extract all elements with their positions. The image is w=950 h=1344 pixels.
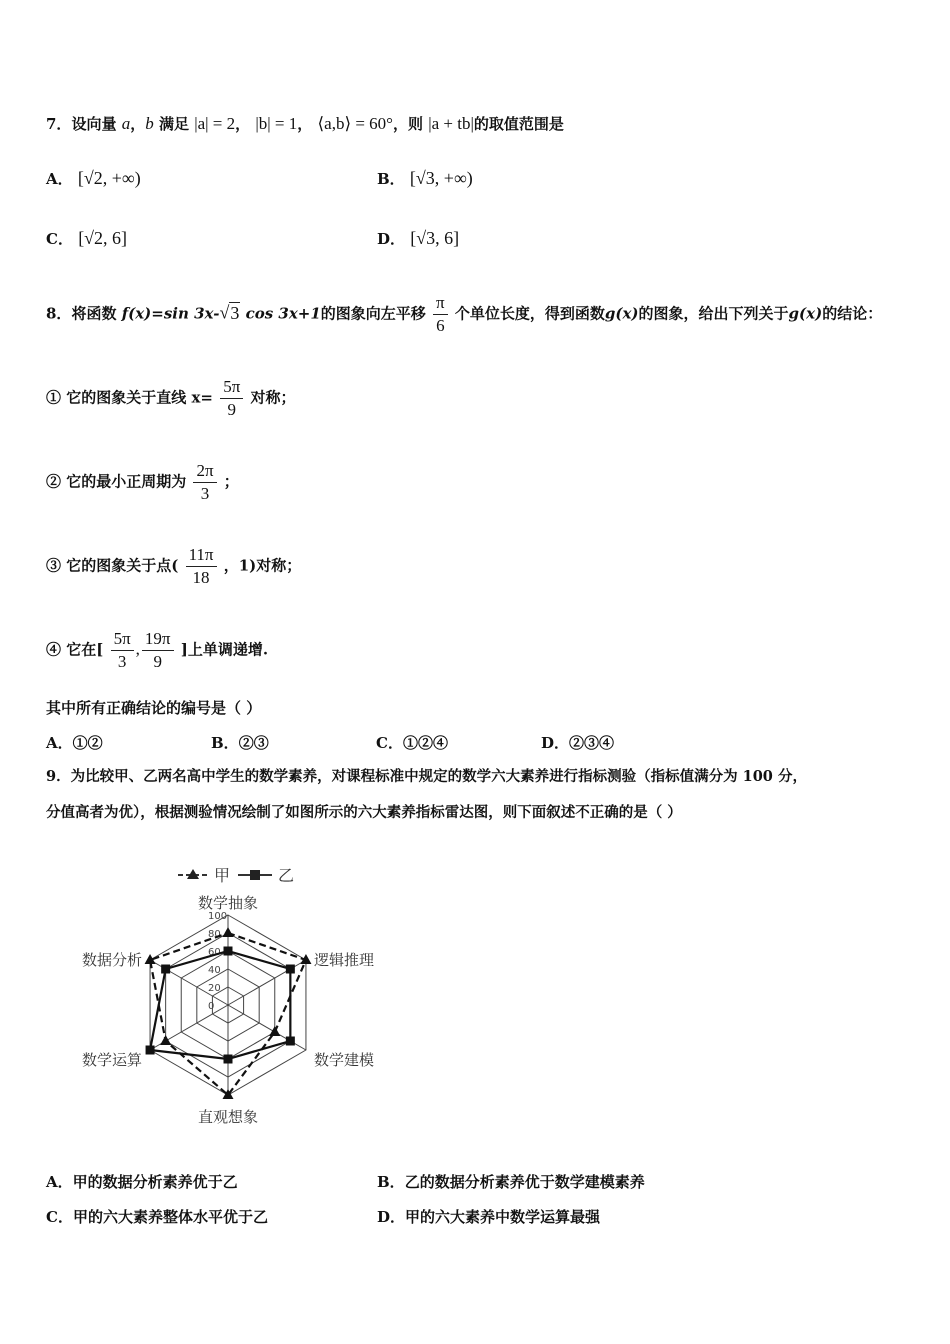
q8-statement-2: ② 它的最小正周期为 $\frac{2\pi}{3}$ ； <box>46 461 239 503</box>
legend-label-yi: 乙 <box>278 866 295 885</box>
series-0-point-0 <box>223 927 234 937</box>
q8-stem: 8．将函数 f(x)=sin 3x-√3 cos 3x+1的图象向左平移 $\frac{\pi}{6}$ 个单位长度，得到函数g(x)的图象，给出下列关于g(x)的结论： <box>46 293 883 335</box>
series-1-point-5 <box>161 965 170 974</box>
q8-option-b[interactable]: B．②③ <box>211 734 269 752</box>
radar-axis-label-4: 数学运算 <box>82 1051 143 1069</box>
q7-cond-a-norm: |a| = 2 <box>194 114 236 133</box>
radar-axis-label-5: 数据分析 <box>82 951 143 969</box>
q7-cond-b-norm: |b| = 1 <box>255 114 298 133</box>
radar-tick-80: 80 <box>208 929 221 940</box>
q7-number: 7． <box>46 115 72 133</box>
radar-axis-label-3: 直观想象 <box>197 1108 259 1126</box>
q8-function: f(x)=sin 3x- <box>121 304 220 323</box>
chart-legend <box>178 866 294 885</box>
q7-stem: 7．设向量 a，b 满足 |a| = 2， |b| = 1， ⟨a,b⟩ = 60°，则 |a + tb|的取值范围是 <box>46 114 564 133</box>
radar-axis-label-1: 逻辑推理 <box>313 951 374 969</box>
q8-shift-fraction: $\frac{\pi}{6}$ <box>433 292 448 337</box>
series-1-point-4 <box>146 1046 155 1055</box>
q8-statement-1: ① 它的图象关于直线 x= $\frac{5\pi}{9}$ 对称； <box>46 377 296 419</box>
q7-option-d[interactable]: D． [√3, 6] <box>377 228 460 248</box>
legend-marker-yi <box>250 870 260 880</box>
q9-stem-line-1: 9．为比较甲、乙两名高中学生的数学素养，对课程标准中规定的数学六大素养进行指标测验（指标值满分为 100 分， <box>46 768 807 785</box>
q8-statement-3: ③ 它的图象关于点( $\frac{11\pi}{18}$ ，1)对称； <box>46 545 302 587</box>
radar-tick-20: 20 <box>208 983 221 994</box>
q9-option-d[interactable]: D．甲的六大素养中数学运算最强 <box>377 1208 601 1226</box>
q7-option-b[interactable]: B． [√3, +∞) <box>377 168 473 188</box>
radar-tick-40: 40 <box>208 965 221 976</box>
q8-statement-4: ④ 它在[ $\frac{5\pi}{3}$ , $\frac{19\pi}{9}$ ]上单调递增. <box>46 629 269 671</box>
series-0-point-4 <box>160 1035 171 1045</box>
series-0-point-2 <box>269 1026 280 1036</box>
series-1-point-2 <box>286 1037 295 1046</box>
q9-option-a[interactable]: A．甲的数据分析素养优于乙 <box>46 1173 238 1191</box>
q7-option-a[interactable]: A． [√2, +∞) <box>46 168 141 188</box>
legend-label-jia: 甲 <box>214 866 231 885</box>
radar-tick-100: 100 <box>208 911 228 922</box>
q7-option-c[interactable]: C． [√2, 6] <box>46 228 128 248</box>
q8-option-a[interactable]: A．①② <box>46 734 103 752</box>
radar-grid <box>150 911 306 1095</box>
q8-option-c[interactable]: C．①②④ <box>376 734 448 752</box>
radar-axis-label-2: 数学建模 <box>313 1051 374 1069</box>
radar-axis-label-0: 数学抽象 <box>197 894 259 912</box>
radar-tick-0: 0 <box>208 1001 215 1012</box>
q8-number: 8． <box>46 304 72 323</box>
series-1-point-0 <box>224 947 233 956</box>
q8-question: 其中所有正确结论的编号是（ ） <box>46 699 262 717</box>
q9-option-b[interactable]: B．乙的数据分析素养优于数学建模素养 <box>377 1173 645 1191</box>
q7-expression: |a + tb| <box>428 114 474 133</box>
q8-sqrt: √3 <box>219 302 240 323</box>
q9-option-c[interactable]: C．甲的六大素养整体水平优于乙 <box>46 1208 268 1226</box>
q9-stem-line-2: 分值高者为优），根据测验情况绘制了如图所示的六大素养指标雷达图，则下面叙述不正确的是（ ） <box>46 804 682 821</box>
series-1-point-1 <box>286 965 295 974</box>
series-1-point-3 <box>224 1055 233 1064</box>
q7-cond-angle: ⟨a,b⟩ = 60° <box>317 114 393 133</box>
q8-option-d[interactable]: D．②③④ <box>541 734 615 752</box>
radar-tick-60: 60 <box>208 947 221 958</box>
radar-chart <box>60 855 420 1155</box>
